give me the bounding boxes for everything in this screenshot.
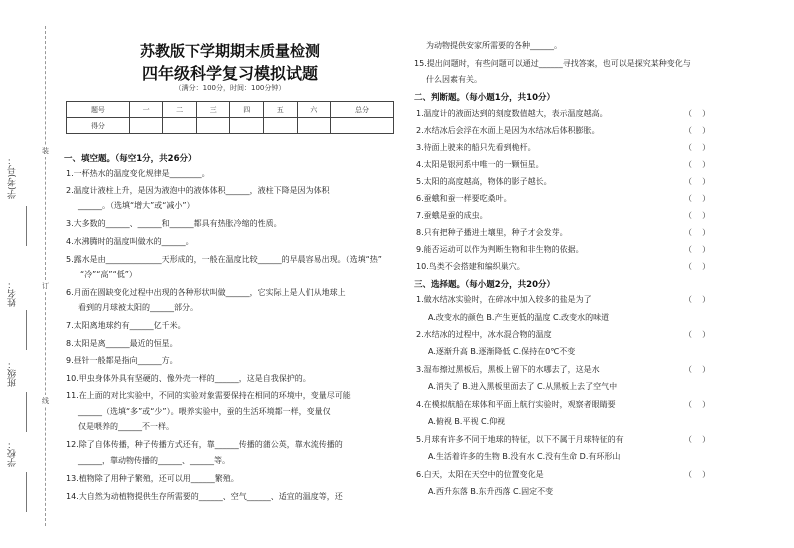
choice-question: 5.月球有许多不同于地球的特征，以下不属于月球特征的有 — [416, 435, 624, 444]
question-line: 2.温度计液柱上升，是因为液泡中的液体体积______，液柱下降是因为体积 — [66, 186, 330, 195]
choice-question: 1.做水结冰实验时，在碎冰中加入较多的盐是为了 — [416, 295, 592, 304]
question-line: 1.一杯热水的温度变化规律是________。 — [66, 169, 210, 178]
choice-question: 3.湿布擦过黑板后，黑板上留下的水哪去了，这是水 — [416, 365, 600, 374]
question-line: 为动物提供安家所需要的各种______。 — [426, 41, 562, 50]
student-name-label: 姓名： — [8, 280, 18, 307]
section-judge-heading: 二、判断题。（每小题1分，共10分） — [414, 93, 555, 103]
question-line: 8.太阳是离______最近的恒星。 — [66, 339, 178, 348]
judge-question: 10.鸟类不会搭建和编织巢穴。 — [416, 262, 525, 271]
question-line: 14.大自然为动植物提供生存所需要的______、空气______、适宜的温度等，还 — [66, 492, 343, 501]
answer-parentheses[interactable]: （ ） — [684, 245, 711, 254]
binding-mark: 订 — [38, 280, 53, 292]
score-cell[interactable] — [331, 118, 394, 134]
question-line: 3.大多数的______、______和______都具有热胀冷缩的性质。 — [66, 219, 282, 228]
question-line: 看到的月球被太阳的______部分。 — [78, 303, 198, 312]
judge-question: 3.待面上驶来的船只先看到桅杆。 — [416, 143, 536, 152]
score-cell[interactable] — [230, 118, 264, 134]
answer-parentheses[interactable]: （ ） — [684, 400, 711, 409]
school-field[interactable] — [26, 472, 27, 512]
question-line: ______。（选填“增大”或“减小”） — [78, 201, 195, 210]
score-header-cell: 一 — [129, 102, 163, 118]
score-cell[interactable] — [129, 118, 163, 134]
cut-line — [45, 26, 46, 526]
answer-parentheses[interactable]: （ ） — [684, 211, 711, 220]
score-header-cell: 二 — [163, 102, 197, 118]
judge-question: 2.水结冰后会浮在水面上是因为水结冰后体积膨胀。 — [416, 126, 600, 135]
score-table-header — [67, 102, 394, 118]
answer-parentheses[interactable]: （ ） — [684, 194, 711, 203]
answer-parentheses[interactable]: （ ） — [684, 295, 711, 304]
exam-note: （满分：100分，时间：100分钟） — [174, 84, 286, 92]
question-line: 5.露水是由______________天形成的，一般在温度比较______的早晨容易出现。（选填“热” — [66, 255, 382, 264]
answer-parentheses[interactable]: （ ） — [684, 177, 711, 186]
score-header-cell: 题号 — [67, 102, 130, 118]
class-label: 班级： — [8, 360, 18, 387]
class-field[interactable] — [26, 392, 27, 432]
question-line: ______（选填“多”或“少”）。喂养实验中，蚕的生活环境都一样，变量仅 — [78, 407, 331, 416]
question-line: 什么因素有关。 — [426, 75, 482, 84]
choice-question: 2.水结冰的过程中，冰水混合物的温度 — [416, 330, 552, 339]
judge-question: 1.温度计的液面达到的刻度数值越大，表示温度越高。 — [416, 109, 608, 118]
answer-parentheses[interactable]: （ ） — [684, 126, 711, 135]
score-cell[interactable] — [196, 118, 230, 134]
choice-question: 4.在模拟航船在球体和平面上航行实验时，观察者眼睛要 — [416, 400, 616, 409]
score-header-cell: 六 — [297, 102, 331, 118]
student-name-field[interactable] — [26, 310, 27, 350]
section-fill-blank-heading: 一、填空题。（每空1分，共26分） — [64, 154, 197, 164]
choice-options: A.生活着许多的生物 B.没有水 C.没有生命 D.有环形山 — [428, 452, 621, 461]
question-line: 11.在上面的对比实验中，不同的实验对象需要保持在相同的环境中，变量尽可能 — [66, 391, 351, 400]
question-line: 15.提出问题时，有些问题可以通过______寻找答案，也可以是探究某种变化与 — [414, 59, 691, 68]
question-line: ______，靠动物传播的______、______等。 — [78, 456, 230, 465]
choice-options: A.消失了 B.进入黑板里面去了 C.从黑板上去了空气中 — [428, 382, 618, 391]
student-id-field[interactable] — [26, 206, 27, 246]
choice-options: A.改变水的颜色 B.产生更低的温度 C.改变水的味道 — [428, 313, 610, 322]
question-line: “冷”“高”“低”） — [80, 270, 137, 279]
section-choice-heading: 三、选择题。（每小题2分，共20分） — [414, 280, 555, 290]
exam-title: 苏教版下学期期末质量检测 — [139, 42, 320, 60]
answer-parentheses[interactable]: （ ） — [684, 160, 711, 169]
choice-options: A.俯视 B.平视 C.仰视 — [428, 417, 506, 426]
answer-parentheses[interactable]: （ ） — [684, 365, 711, 374]
question-line: 仅是喂养的______不一样。 — [78, 422, 174, 431]
question-line: 12.除了自体传播，种子传播方式还有，靠______传播的蒲公英，靠水流传播的 — [66, 440, 343, 449]
score-header-cell: 四 — [230, 102, 264, 118]
judge-question: 5.太阳的高度越高，物体的影子越长。 — [416, 177, 552, 186]
exam-subtitle: 四年级科学复习模拟试题 — [141, 64, 318, 83]
choice-question: 6.白天，太阳在天空中的位置变化是 — [416, 470, 544, 479]
binding-mark: 装 — [38, 145, 53, 157]
student-id-label: 学(考)号： — [8, 156, 18, 200]
score-cell[interactable] — [264, 118, 298, 134]
answer-parentheses[interactable]: （ ） — [684, 330, 711, 339]
answer-parentheses[interactable]: （ ） — [684, 143, 711, 152]
score-header-cell: 五 — [264, 102, 298, 118]
judge-question: 4.太阳是银河系中唯一的一颗恒星。 — [416, 160, 544, 169]
question-line: 6.月面在圆缺变化过程中出现的各种形状叫做______，它实际上是人们从地球上 — [66, 288, 346, 297]
score-table — [66, 101, 394, 134]
choice-options: A.西升东落 B.东升西落 C.固定不变 — [428, 487, 554, 496]
answer-parentheses[interactable]: （ ） — [684, 435, 711, 444]
judge-question: 9.能否运动可以作为判断生物和非生物的依据。 — [416, 245, 584, 254]
question-line: 10.甲虫身体外具有坚硬的、像外壳一样的______，这是自我保护的。 — [66, 374, 311, 383]
answer-parentheses[interactable]: （ ） — [684, 470, 711, 479]
school-label: 学校： — [8, 440, 18, 467]
answer-parentheses[interactable]: （ ） — [684, 228, 711, 237]
answer-parentheses[interactable]: （ ） — [684, 262, 711, 271]
binding-mark: 线 — [38, 395, 53, 407]
judge-question: 8.只有把种子播进土壤里，种子才会发芽。 — [416, 228, 568, 237]
question-line: 13.植物除了用种子繁殖，还可以用______繁殖。 — [66, 474, 239, 483]
question-line: 4.水沸腾时的温度叫做水的______。 — [66, 237, 194, 246]
score-row-label: 得分 — [67, 118, 130, 134]
score-header-cell: 三 — [196, 102, 230, 118]
judge-question: 7.蚕蛾是蚕的成虫。 — [416, 211, 488, 220]
binding-strip — [0, 0, 60, 548]
score-table-row — [67, 118, 394, 134]
score-cell[interactable] — [297, 118, 331, 134]
question-line: 7.太阳离地球约有______亿千米。 — [66, 321, 186, 330]
answer-parentheses[interactable]: （ ） — [684, 109, 711, 118]
question-line: 9.昼针一般都是指向______方。 — [66, 356, 178, 365]
judge-question: 6.蚕蛾和蚕一样要吃桑叶。 — [416, 194, 512, 203]
choice-options: A.逐渐升高 B.逐渐降低 C.保持在0℃不变 — [428, 347, 576, 356]
score-header-cell: 总分 — [331, 102, 394, 118]
score-cell[interactable] — [163, 118, 197, 134]
